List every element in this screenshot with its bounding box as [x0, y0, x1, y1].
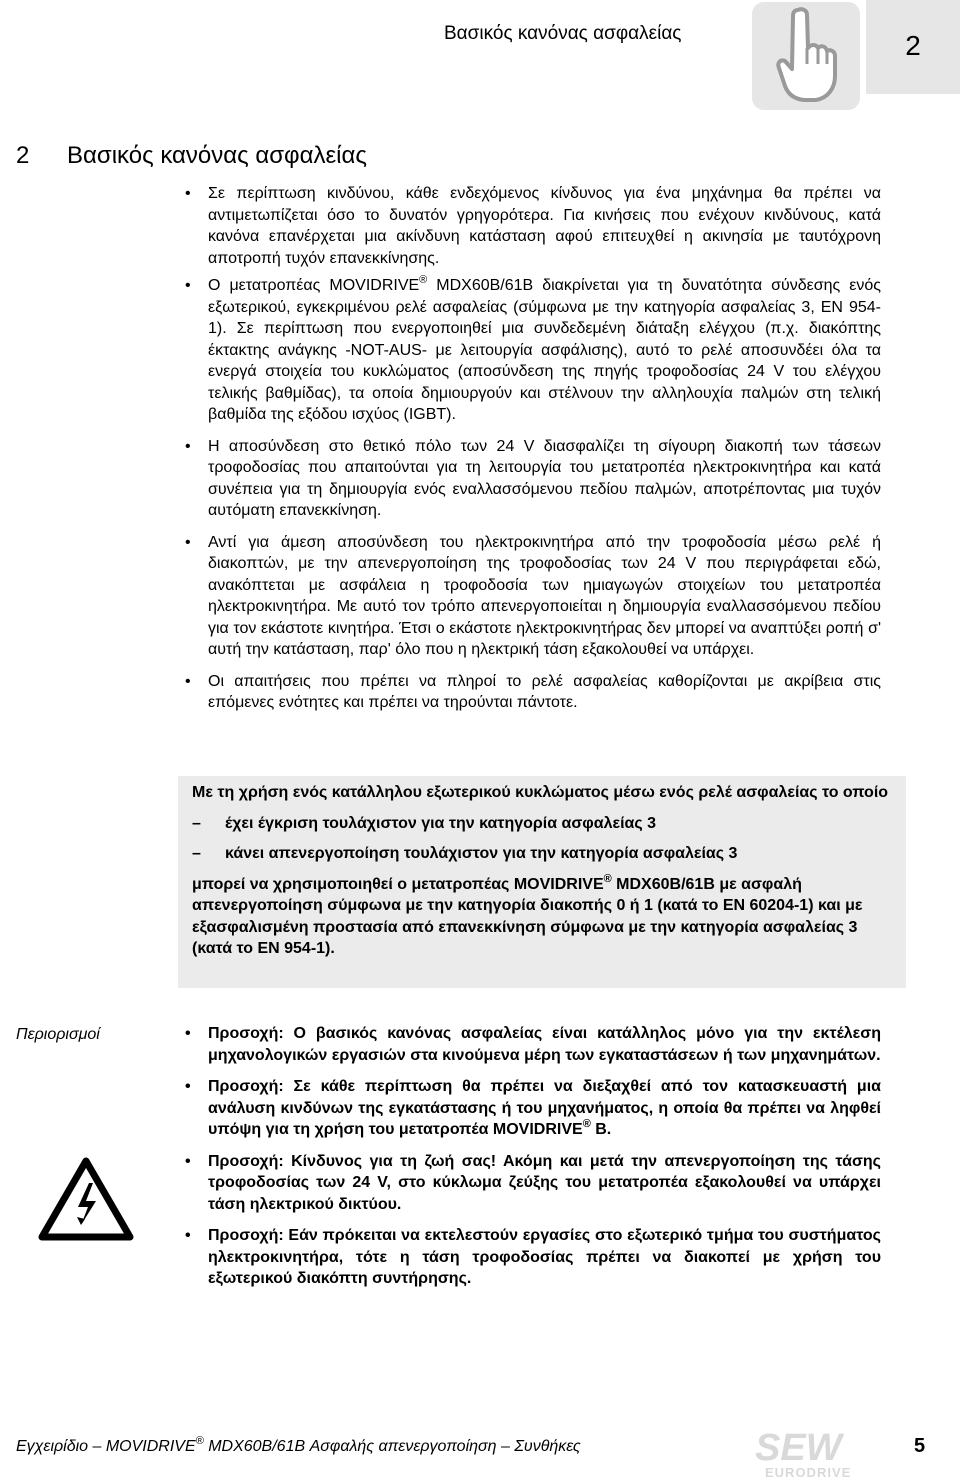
- list-item-text-post: MDX60B/61B διακρίνεται για τη δυνατότητα σύνδεσης ενός εξωτερικού, εγκεκριμένου ρελέ ασφαλείας (σύμφωνα με την κατηγορία ασφαλείας 3, EN 954-1). Σε περίπτωση που ενεργοποιηθεί μια συνδεδεμένη διάταξη ελέγχου (π.χ. διακόπτης έκτακτης ανάγκης -NOT-AUS- με λειτουργία ασφάλισης), αυτό το ρελέ αποσυνδέει όλα τα ενεργά στοιχεία του κυκλώματος (αποσύνδεση της πηγής τροφοδοσίας 24 V του ελέγχου τελικής βαθμίδας), τα οποία δημιουργούν και στέλνουν την αλληλουχία παλμών στη τελική βαθμίδα της εξόδου ισχύος (IGBT).: [208, 277, 882, 423]
- list-item: [185, 1023, 881, 1066]
- bullet: •: [185, 1152, 191, 1170]
- page-number: 5: [914, 1435, 926, 1457]
- footer-title-post: MDX60B/61B Ασφαλής απενεργοποίηση – Συνθήκες: [203, 1438, 581, 1455]
- registered-mark: ®: [603, 872, 612, 885]
- chapter-tab: [866, 0, 960, 94]
- running-title: Βασικός κανόνας ασφαλείας: [444, 23, 682, 44]
- logo-text-bottom: EURODRIVE: [765, 1465, 852, 1479]
- bullet: •: [185, 1078, 191, 1095]
- note-closing: [192, 874, 892, 960]
- list-item-text: Προσοχή: Ο βασικός κανόνας ασφαλείας είναι κατάλληλος μόνο για την εκτέλεση μηχανολογικών εργασιών στα κινούμενα μέρη των εγκαταστάσεων ή των μηχανημάτων.: [208, 1025, 881, 1064]
- bullet: •: [185, 185, 191, 202]
- list-item-text: Σε περίπτωση κινδύνου, κάθε ενδεχόμενος κίνδυνος για ένα μηχάνημα θα πρέπει να αντιμετωπίζεται όσο το δυνατόν γρηγορότερα. Για κινήσεις που ενέχουν κινδύνους, κατά κανόνα επανέρχεται μια ακίνδυνη κατάσταση αφού επιτευχθεί η ακινησία με ταυτόχρονη αποτροπή τυχόν επανεκκίνησης.: [208, 185, 881, 267]
- list-item: [185, 183, 881, 269]
- list-item-text-pre: Ο μετατροπέας MOVIDRIVE: [208, 277, 420, 294]
- bullet: •: [185, 1227, 191, 1244]
- note-closing-pre: μπορεί να χρησιμοποιηθεί ο μετατροπέας MOVIDRIVE: [192, 875, 604, 893]
- section-number: 2: [16, 142, 30, 169]
- sew-eurodrive-logo: [751, 1427, 883, 1479]
- logo-text-top: SEW: [755, 1427, 842, 1469]
- bullet: •: [185, 437, 191, 455]
- list-item: [185, 436, 881, 522]
- list-item: [185, 532, 881, 661]
- note-condition-text: έχει έγκριση τουλάχιστον για την κατηγορία ασφαλείας 3: [225, 814, 657, 832]
- list-item-text: Οι απαιτήσεις που πρέπει να πληροί το ρελέ ασφαλείας καθορίζονται με ακρίβεια στις επόμενες ενότητες και πρέπει να τηρούνται πάντοτε.: [208, 672, 881, 711]
- bullet: •: [185, 277, 191, 294]
- list-item-text: Η αποσύνδεση στο θετικό πόλο των 24 V διασφαλίζει τη σίγουρη διακοπή των τάσεων τροφοδοσίας που απαιτούνται για τη λειτουργία του μετατροπέα ηλεκτροκινητήρα και κατά συνέπεια για τη δημιουργία ενός εναλλασσόμενου πεδίου παλμών, αποτρέποντας μια τυχόν αυτόματη επανεκκίνηση.: [208, 437, 881, 519]
- note-box: [178, 776, 906, 988]
- pointing-hand-icon: [752, 2, 860, 110]
- dash: –: [192, 845, 201, 862]
- list-item: [185, 1151, 881, 1216]
- chapter-number: 2: [905, 30, 921, 61]
- note-condition: [192, 843, 892, 865]
- list-item: [185, 1225, 881, 1290]
- footer-title: [16, 1436, 581, 1457]
- dash: –: [192, 814, 201, 832]
- list-item-text: Προσοχή: Κίνδυνος για τη ζωή σας! Ακόμη και μετά την απενεργοποίηση της τάσης τροφοδοσίας των 24 V, στο κύκλωμα ζεύξης του μετατροπέα εξακολουθεί να υπάρχει τάση ηλεκτρικού δικτύου.: [208, 1152, 881, 1213]
- restrictions-label: Περιορισμοί: [16, 1026, 100, 1043]
- high-voltage-warning-icon: [38, 1157, 134, 1243]
- note-intro: Με τη χρήση ενός κατάλληλου εξωτερικού κυκλώματος μέσω ενός ρελέ ασφαλείας το οποίο: [192, 784, 889, 801]
- note-closing-post: MDX60B/61B με ασφαλή απενεργοποίηση σύμφωνα με την κατηγορία διακοπής 0 ή 1 (κατά το EN 60204-1) και με εξασφαλισμένη προστασία από επανεκκίνηση σύμφωνα με την κατηγορία ασφαλείας 3 (κατά το EN 954-1).: [192, 875, 863, 957]
- list-item: [185, 275, 881, 426]
- footer-title-pre: Εγχειρίδιο – MOVIDRIVE: [16, 1438, 196, 1455]
- bullet: •: [185, 533, 191, 551]
- main-bullet-list: [185, 183, 881, 724]
- list-item: [185, 1076, 881, 1141]
- registered-mark: ®: [419, 274, 428, 286]
- restrictions-list: [185, 1023, 881, 1300]
- list-item-text-pre: Προσοχή: Σε κάθε περίπτωση θα πρέπει να διεξαχθεί από τον κατασκευαστή μια ανάλυση κινδύνων της εγκατάστασης ή του μηχανήματος, η οποία θα πρέπει να ληφθεί υπόψη για τη χρήση του μετατροπέα MOVIDRIVE: [208, 1078, 881, 1138]
- section-title: Βασικός κανόνας ασφαλείας: [67, 142, 367, 169]
- list-item-text: Αντί για άμεση αποσύνδεση του ηλεκτροκινητήρα από την τροφοδοσία μέσω ρελέ ή διακοπτών, με την απενεργοποίηση της τροφοδοσίας των 24 V που περιγράφεται εδώ, ανακόπτεται με ασφάλεια η τροφοδοσία των ημιαγωγών στοιχείων του μετατροπέα ηλεκτροκινητήρα. Με αυτό τον τρόπο απενεργοποιείται η δημιουργία εναλλασσόμενου πεδίου για τον εκάστοτε κινητήρα. Έτσι ο εκάστοτε ηλεκτροκινητήρας δεν μπορεί να αναπτύξει ροπή σ' αυτή την κατάσταση, παρ' όλο που η ηλεκτρική τάση εξακολουθεί να υπάρχει.: [208, 533, 881, 658]
- list-item-text: Προσοχή: Εάν πρόκειται να εκτελεστούν εργασίες στο εξωτερικό τμήμα του συστήματος ηλεκτροκινητήρα, τότε η τάση τροφοδοσίας πρέπει να διακοπεί με χρήση του εξωτερικού διακόπτη συντήρησης.: [208, 1227, 881, 1287]
- note-condition: [192, 813, 892, 835]
- bullet: •: [185, 1025, 191, 1042]
- registered-mark: ®: [195, 1435, 204, 1447]
- registered-mark: ®: [582, 1118, 591, 1130]
- note-condition-text: κάνει απενεργοποίηση τουλάχιστον για την κατηγορία ασφαλείας 3: [225, 845, 738, 862]
- list-item-text-post: B.: [590, 1121, 612, 1138]
- bullet: •: [185, 672, 191, 690]
- list-item: [185, 671, 881, 714]
